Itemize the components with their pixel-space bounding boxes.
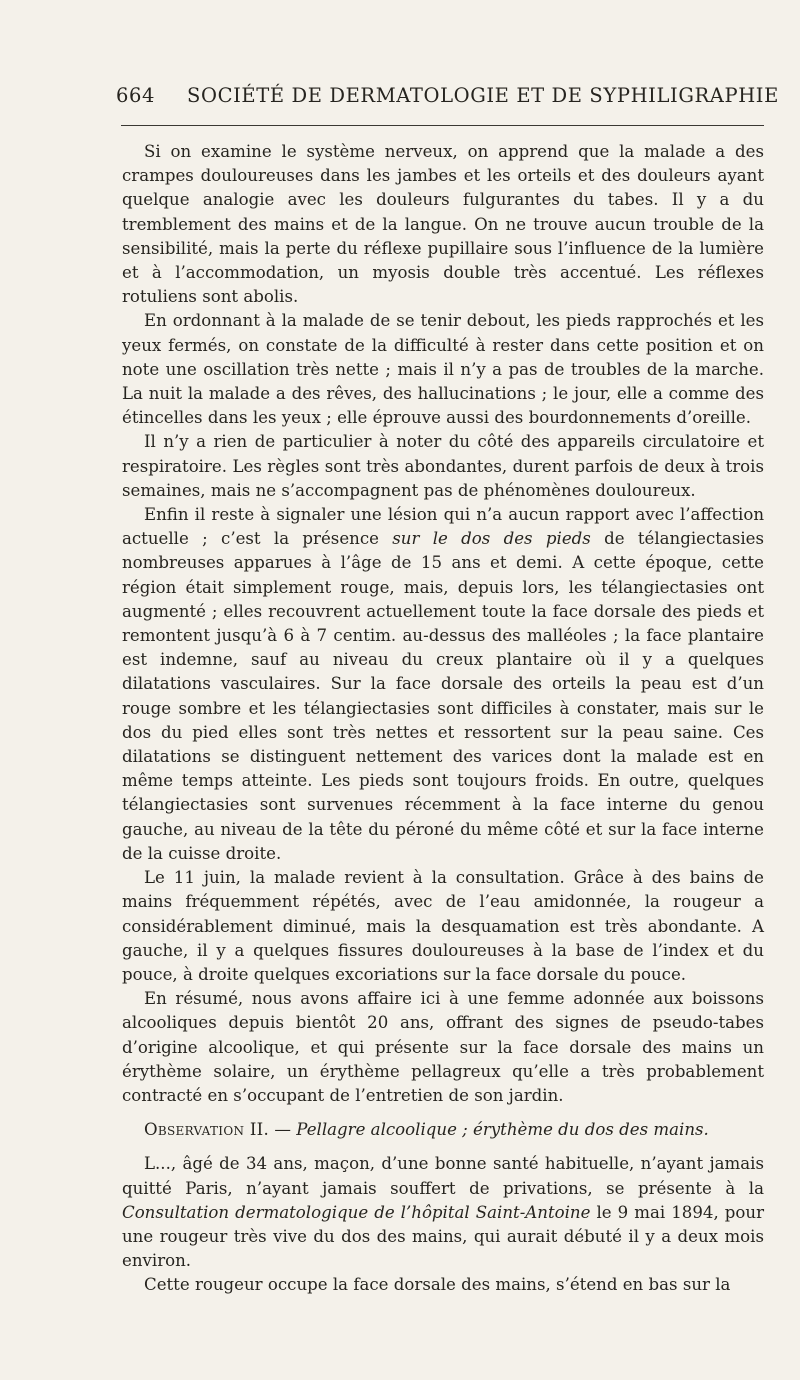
paragraph-case-intro [122, 1152, 764, 1273]
observation-title: Pellagre alcoolique ; érythème du dos des mains. [296, 1120, 709, 1140]
paragraph-romberg: En ordonnant à la malade de se tenir debout, les pieds rapprochés et les yeux fermés, on constate de la difficulté à rester dans cette position et on note une oscillation très nette ; mais il n’y a pas de troubles de la marche. La nuit la malade a des rêves, des hallucinations ; le jour, elle a comme des étincelles dans les yeux ; elle éprouve aussi des bourdonnements d’oreille. [122, 311, 764, 428]
p7-end: le 9 mai 1894, pour une rougeur très vive du dos des mains, qui aurait débuté il y a deux mois environ. [122, 1202, 765, 1271]
header-rule [121, 125, 764, 126]
paragraph-circulatory: Il n’y a rien de particulier à noter du côté des appareils circulatoire et respiratoire. Les règles sont très abondantes, durent parfois de deux à trois semaines, mais ne s’accompagnent pas de phénomènes douloureux. [122, 432, 764, 500]
paragraph-summary: En résumé, nous avons affaire ici à une femme adonnée aux boissons alcooliques depuis bientôt 20 ans, offrant des signes de pseudo-tabes d’origine alcoolique, et qui présente sur la face dorsale des mains un érythème solaire, un érythème pellagreux qu’elle a très probablement contracté en s’occupant de l’entretien de son jardin. [122, 989, 764, 1105]
paragraph-telangiectasia [122, 503, 764, 866]
running-header [116, 84, 779, 107]
observation-dash: — [269, 1120, 297, 1140]
paragraph-case-rougeur: Cette rougeur occupe la face dorsale des mains, s’étend en bas sur la [144, 1275, 731, 1295]
running-title: SOCIÉTÉ DE DERMATOLOGIE ET DE SYPHILIGRAPHIE [187, 84, 779, 107]
observation-label: Observation II. [144, 1120, 270, 1140]
observation-heading [122, 1118, 764, 1142]
p7-start: L..., âgé de 34 ans, maçon, d’une bonne santé habituelle, n’ayant jamais quitté Paris, n’ayant jamais souffert de privations, se présente à la [122, 1154, 764, 1198]
p7-italic: Consultation dermatologique de l’hôpital Saint-Antoine [122, 1202, 591, 1222]
page-number: 664 [116, 84, 156, 107]
paragraph-nervous-system: Si on examine le système nerveux, on apprend que la malade a des crampes douloureuses dans les jambes et les orteils et des douleurs ayant quelque analogie avec les douleurs fulgurantes du tabes. Il y a du tremblement des mains et de la langue. On ne trouve aucun trouble de la sensibilité, mais la perte du réflexe pupillaire sous l’influence de la lumière et à l’accommodation, un myosis double très accentué. Les réflexes rotuliens sont abolis. [122, 142, 764, 307]
paragraph-follow-up: Le 11 juin, la malade revient à la consultation. Grâce à des bains de mains fréquemment répétés, avec de l’eau amidonnée, la rougeur a considérablement diminué, mais la desquamation est très abondante. A gauche, il y a quelques fissures douloureuses à la base de l’index et du pouce, à droite quelques excoriations sur la face dorsale du pouce. [122, 868, 764, 984]
p4-italic: sur le dos des pieds [392, 529, 591, 549]
p4-start: Enfin il reste à signaler une lésion qui n’a aucun rapport avec l’affection actuelle ; c’est la présence [122, 505, 764, 549]
body-text [122, 140, 764, 1298]
p4-end: de télangiectasies nombreuses apparues à l’âge de 15 ans et demi. A cette époque, cette région était simplement rouge, mais, depuis lors, les télangiectasies ont augmenté ; elles recouvrent actuellement toute la face dorsale des pieds et remontent jusqu’à 6 à 7 centim. au-dessus des malléoles ; la face plantaire est indemne, sauf au niveau du creux plantaire où il y a quelques dilatations vasculaires. Sur la face dorsale des orteils la peau est d’un rouge sombre et les télangiectasies sont difficiles à constater, mais sur le dos du pied elles sont très nettes et ressortent sur la peau saine. Ces dilatations se distinguent nettement des varices dont la malade est en même temps atteinte. Les pieds sont toujours froids. En outre, quelques télangiectasies sont survenues récemment à la face interne du genou gauche, au niveau de la tête du péroné du même côté et sur la face interne de la cuisse droite. [122, 529, 764, 863]
